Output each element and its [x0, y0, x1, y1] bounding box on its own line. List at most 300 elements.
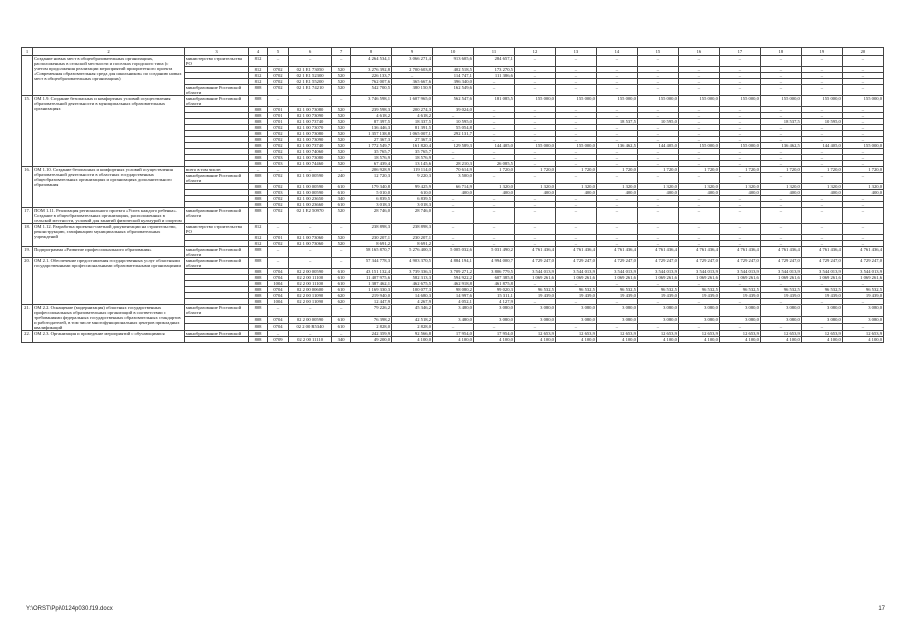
amount-cell: – — [719, 173, 760, 184]
amount-cell: 3 080,0 — [596, 317, 637, 324]
code-cell: 808 — [249, 155, 268, 161]
measure-name: ОМ 2.3. Организация и проведение мероприятий с обучающимися — [33, 331, 185, 343]
code-cell: 808 — [249, 190, 268, 196]
amount-cell: – — [801, 56, 842, 67]
code-cell: – — [249, 167, 268, 173]
code-cell: 02 2 00 00590 — [288, 317, 331, 324]
amount-cell: 4 729 247,0 — [637, 258, 678, 269]
amount-cell: 1 720,0 — [678, 167, 719, 173]
code-cell: 02 2 00 11090 — [288, 293, 331, 299]
amount-cell: 3 080,0 — [637, 305, 678, 317]
amount-cell: – — [842, 324, 883, 331]
amount-cell: 28 746,0 — [351, 208, 392, 224]
amount-cell: 4 729 247,0 — [555, 258, 596, 269]
amount-cell: 100 077,3 — [392, 287, 433, 293]
amount-cell: – — [514, 131, 555, 137]
code-cell: 1004 — [267, 299, 288, 305]
amount-cell: 155 000,0 — [555, 96, 596, 107]
measure-name: ПОМ 1.11. Реализация регионального проекта «Успех каждого ребенка». Создание в общеобразовательных организациях, расположенных в сельской местности, условий для занятий физической культурой и спортом — [33, 208, 185, 224]
amount-cell: 3 544 013,9 — [555, 269, 596, 275]
code-cell: 808 — [249, 337, 268, 343]
amount-cell: – — [760, 161, 801, 167]
column-header: 7 — [332, 48, 351, 56]
amount-cell: 2 700 603,8 — [392, 67, 433, 73]
amount-cell: – — [596, 155, 637, 161]
amount-cell: 4 618,2 — [392, 113, 433, 119]
amount-cell: – — [842, 67, 883, 73]
column-header: 8 — [351, 48, 392, 56]
amount-cell: 144 405,0 — [473, 143, 514, 149]
amount-cell: – — [432, 241, 473, 247]
amount-cell: 1 720,0 — [596, 167, 637, 173]
code-cell: 812 — [249, 224, 268, 235]
amount-cell: – — [760, 299, 801, 305]
executor-cell — [184, 317, 248, 324]
amount-cell: – — [719, 149, 760, 155]
amount-cell: – — [842, 131, 883, 137]
amount-cell: 396 340,0 — [432, 79, 473, 85]
code-cell: 808 — [249, 258, 268, 269]
amount-cell: – — [555, 125, 596, 131]
amount-cell: 4 100,0 — [555, 337, 596, 343]
amount-cell: 4 100,0 — [514, 337, 555, 343]
amount-cell: 4 994 000,7 — [473, 258, 514, 269]
amount-cell: 14 680,3 — [392, 293, 433, 299]
amount-cell: – — [514, 137, 555, 143]
amount-cell: – — [473, 155, 514, 161]
amount-cell: 2 828,0 — [351, 324, 392, 331]
amount-cell: – — [637, 79, 678, 85]
amount-cell: – — [678, 241, 719, 247]
amount-cell: – — [473, 196, 514, 202]
code-cell: – — [288, 96, 331, 107]
amount-cell: 4 761 436,4 — [760, 247, 801, 258]
amount-cell: – — [719, 56, 760, 67]
amount-cell: – — [678, 161, 719, 167]
amount-cell: – — [760, 67, 801, 73]
amount-cell: 173 270,5 — [473, 67, 514, 73]
amount-cell: – — [555, 131, 596, 137]
code-cell: – — [288, 224, 331, 235]
amount-cell: – — [555, 73, 596, 79]
amount-cell: – — [637, 155, 678, 161]
amount-cell: – — [555, 161, 596, 167]
amount-cell: – — [596, 324, 637, 331]
amount-cell: – — [432, 196, 473, 202]
amount-cell: 3 544 013,9 — [596, 269, 637, 275]
code-cell: 02 1 00 73080 — [288, 131, 331, 137]
amount-cell: – — [637, 324, 678, 331]
amount-cell: – — [760, 281, 801, 287]
code-cell: 808 — [249, 247, 268, 258]
amount-cell: 57 344 778,3 — [351, 258, 392, 269]
code-cell: – — [288, 56, 331, 67]
amount-cell: 1 069 261,6 — [719, 275, 760, 281]
amount-cell: – — [842, 56, 883, 67]
amount-cell: – — [473, 202, 514, 208]
table-row — [22, 258, 884, 269]
executor-cell: минобразование Ростовской области — [184, 85, 248, 96]
amount-cell: 594 922,2 — [432, 275, 473, 281]
amount-cell: 607 385,8 — [473, 275, 514, 281]
amount-cell: 155 000,0 — [555, 143, 596, 149]
amount-cell: 96 532,5 — [678, 287, 719, 293]
code-cell: 808 — [249, 184, 268, 190]
amount-cell: – — [760, 125, 801, 131]
amount-cell: 12 720,3 — [351, 173, 392, 184]
amount-cell: – — [678, 137, 719, 143]
code-cell: 808 — [249, 293, 268, 299]
executor-cell — [184, 324, 248, 331]
amount-cell: 3 500,0 — [432, 173, 473, 184]
amount-cell: 18 576,9 — [351, 155, 392, 161]
amount-cell: 4 761 436,4 — [842, 247, 883, 258]
amount-cell: – — [514, 324, 555, 331]
code-cell: 0702 — [267, 125, 288, 131]
amount-cell: – — [801, 208, 842, 224]
amount-cell: 18 537,5 — [760, 119, 801, 125]
amount-cell: 3 544 013,9 — [801, 269, 842, 275]
amount-cell: 230 207,1 — [392, 235, 433, 241]
code-cell: 812 — [249, 56, 268, 67]
amount-cell: – — [842, 155, 883, 161]
amount-cell: 19 439,0 — [637, 293, 678, 299]
column-header: 4 — [249, 48, 268, 56]
amount-cell: 13 145,6 — [392, 161, 433, 167]
amount-cell: – — [801, 235, 842, 241]
amount-cell: – — [514, 56, 555, 67]
code-cell: 808 — [249, 275, 268, 281]
table-body — [22, 56, 884, 343]
code-cell: – — [332, 331, 351, 337]
code-cell: – — [288, 247, 331, 258]
amount-cell: – — [678, 324, 719, 331]
row-number: 16. — [22, 167, 33, 208]
amount-cell: 19 439,0 — [596, 293, 637, 299]
amount-cell: 1 320,0 — [801, 184, 842, 190]
code-cell: 0704 — [267, 324, 288, 331]
code-cell: 02 1 00 23660 — [288, 202, 331, 208]
amount-cell: – — [432, 235, 473, 241]
amount-cell: 4 761 436,4 — [596, 247, 637, 258]
code-cell: 02 2 00 00600 — [288, 287, 331, 293]
amount-cell: 96 532,5 — [637, 287, 678, 293]
amount-cell: 3 080,0 — [473, 305, 514, 317]
amount-cell: – — [596, 173, 637, 184]
amount-cell: – — [637, 125, 678, 131]
code-cell: – — [267, 96, 288, 107]
amount-cell: – — [801, 137, 842, 143]
code-cell: 812 — [249, 73, 268, 79]
amount-cell: – — [555, 107, 596, 113]
code-cell: 02 2 00 R5340 — [288, 324, 331, 331]
amount-cell: – — [760, 137, 801, 143]
amount-cell: 181 085,5 — [473, 96, 514, 107]
amount-cell: 400,0 — [596, 190, 637, 196]
amount-cell: 161 820,4 — [392, 143, 433, 149]
amount-cell: 206 928,9 — [351, 167, 392, 173]
code-cell: 808 — [249, 196, 268, 202]
amount-cell: – — [801, 202, 842, 208]
column-header: 18 — [760, 48, 801, 56]
amount-cell: – — [555, 202, 596, 208]
code-cell: 02 1 Е2 50970 — [288, 208, 331, 224]
amount-cell: 913 605,6 — [432, 56, 473, 67]
budget-table — [21, 47, 884, 343]
code-cell: 02 1 00 73090 — [288, 137, 331, 143]
amount-cell: – — [801, 125, 842, 131]
amount-cell: 4 618,2 — [351, 113, 392, 119]
amount-cell: – — [555, 155, 596, 161]
amount-cell: – — [555, 119, 596, 125]
amount-cell: – — [760, 196, 801, 202]
amount-cell: – — [719, 73, 760, 79]
amount-cell: – — [801, 107, 842, 113]
amount-cell: – — [637, 173, 678, 184]
amount-cell: – — [596, 113, 637, 119]
code-cell: 808 — [249, 305, 268, 317]
amount-cell: – — [514, 235, 555, 241]
amount-cell: 226 133,7 — [351, 73, 392, 79]
code-cell: 808 — [249, 299, 268, 305]
amount-cell: – — [637, 131, 678, 137]
amount-cell: – — [514, 67, 555, 73]
amount-cell: 155 000,0 — [719, 96, 760, 107]
amount-cell: 400,0 — [555, 190, 596, 196]
amount-cell: 18 576,9 — [392, 155, 433, 161]
amount-cell: 1 320,0 — [678, 184, 719, 190]
amount-cell: – — [637, 224, 678, 235]
amount-cell: 3 544 013,9 — [678, 269, 719, 275]
code-cell: – — [332, 258, 351, 269]
code-cell: 02 1 Е1 52300 — [288, 73, 331, 79]
amount-cell: – — [514, 196, 555, 202]
amount-cell: 402 518,5 — [432, 67, 473, 73]
code-cell: 02 1 00 74460 — [288, 161, 331, 167]
amount-cell: 12 653,9 — [801, 331, 842, 337]
amount-cell: 1 320,0 — [555, 184, 596, 190]
code-cell: 808 — [249, 113, 268, 119]
amount-cell: 10 595,0 — [801, 119, 842, 125]
amount-cell: 1 069 261,6 — [637, 275, 678, 281]
amount-cell: 96 532,5 — [596, 287, 637, 293]
amount-cell: 12 653,9 — [842, 331, 883, 337]
amount-cell: – — [719, 85, 760, 96]
amount-cell: 27 367,3 — [351, 137, 392, 143]
amount-cell: 3 080,0 — [760, 305, 801, 317]
amount-cell: – — [637, 161, 678, 167]
code-cell: 808 — [249, 269, 268, 275]
amount-cell: 39 024,0 — [432, 107, 473, 113]
amount-cell: – — [760, 241, 801, 247]
executor-cell — [184, 337, 248, 343]
amount-cell: – — [514, 125, 555, 131]
code-cell: – — [332, 96, 351, 107]
amount-cell: 3 739 336,3 — [392, 269, 433, 275]
amount-cell: – — [596, 241, 637, 247]
code-cell: 240 — [332, 173, 351, 184]
amount-cell: – — [514, 208, 555, 224]
code-cell: 808 — [249, 202, 268, 208]
amount-cell: 144 405,0 — [637, 143, 678, 149]
amount-cell: – — [637, 241, 678, 247]
amount-cell: 99 425,9 — [392, 184, 433, 190]
code-cell: 0702 — [267, 208, 288, 224]
amount-cell: 3 080,0 — [596, 305, 637, 317]
code-cell: 620 — [332, 299, 351, 305]
amount-cell: 96 532,5 — [514, 287, 555, 293]
amount-cell: – — [801, 155, 842, 161]
amount-cell: – — [596, 235, 637, 241]
table-row — [22, 208, 884, 224]
column-header: 5 — [267, 48, 288, 56]
amount-cell: – — [596, 125, 637, 131]
amount-cell: – — [842, 224, 883, 235]
amount-cell: 4 729 247,0 — [514, 258, 555, 269]
amount-cell: – — [473, 149, 514, 155]
amount-cell: – — [719, 125, 760, 131]
amount-cell: – — [637, 196, 678, 202]
amount-cell: 610,0 — [392, 190, 433, 196]
code-cell: 808 — [249, 125, 268, 131]
amount-cell: 3 080,0 — [555, 305, 596, 317]
amount-cell: – — [432, 208, 473, 224]
amount-cell: 4 729 247,0 — [596, 258, 637, 269]
amount-cell: – — [555, 224, 596, 235]
amount-cell: – — [801, 173, 842, 184]
amount-cell: 2 828,0 — [392, 324, 433, 331]
column-header: 1 — [22, 48, 33, 56]
amount-cell: – — [678, 107, 719, 113]
amount-cell: – — [678, 131, 719, 137]
amount-cell: 3 080,0 — [514, 317, 555, 324]
amount-cell: 1 720,0 — [473, 167, 514, 173]
amount-cell: – — [432, 149, 473, 155]
amount-cell: 45 346,2 — [392, 305, 433, 317]
code-cell: 610 — [332, 281, 351, 287]
amount-cell: 238 898,3 — [351, 224, 392, 235]
column-header: 12 — [514, 48, 555, 56]
amount-cell: – — [760, 202, 801, 208]
code-cell: 0701 — [267, 119, 288, 125]
executor-cell: министерство строительства РО — [184, 224, 248, 235]
amount-cell: 98 080,2 — [432, 287, 473, 293]
amount-cell: – — [473, 324, 514, 331]
amount-cell: – — [637, 235, 678, 241]
amount-cell: 81 391,5 — [392, 125, 433, 131]
measure-name: ОМ 1.12. Разработка проектно-сметной документации на строительство, реконструкцию, газификацию муниципальных образовательных учреждений — [33, 224, 185, 247]
amount-cell: – — [760, 79, 801, 85]
amount-cell: 136 462,5 — [760, 143, 801, 149]
code-cell: 520 — [332, 161, 351, 167]
code-cell: – — [267, 305, 288, 317]
amount-cell: 136 446,3 — [351, 125, 392, 131]
amount-cell: – — [678, 208, 719, 224]
code-cell: 02 1 Е1 55200 — [288, 79, 331, 85]
code-cell: – — [288, 331, 331, 337]
code-cell: 808 — [249, 143, 268, 149]
amount-cell: – — [473, 125, 514, 131]
amount-cell: – — [801, 113, 842, 119]
code-cell: 610 — [332, 287, 351, 293]
code-cell: 808 — [249, 149, 268, 155]
amount-cell: – — [760, 113, 801, 119]
amount-cell: – — [801, 73, 842, 79]
amount-cell: – — [514, 73, 555, 79]
code-cell: 812 — [249, 79, 268, 85]
code-cell: 0702 — [267, 67, 288, 73]
amount-cell: 582 313,3 — [392, 275, 433, 281]
amount-cell: – — [801, 149, 842, 155]
code-cell: 812 — [249, 67, 268, 73]
code-cell: 0704 — [267, 287, 288, 293]
amount-cell: 3 080,0 — [842, 317, 883, 324]
amount-cell: 3 544 013,9 — [637, 269, 678, 275]
amount-cell: 3 544 013,9 — [760, 269, 801, 275]
amount-cell: 365 667,6 — [392, 79, 433, 85]
code-cell: 02 1 00 73740 — [288, 143, 331, 149]
amount-cell: – — [473, 173, 514, 184]
code-cell: 610 — [332, 275, 351, 281]
code-cell: 02 1 Е1 74210 — [288, 85, 331, 96]
amount-cell: – — [719, 208, 760, 224]
amount-cell: 8 691,2 — [392, 241, 433, 247]
amount-cell: – — [760, 107, 801, 113]
executor-cell: минобразование Ростовской области — [184, 305, 248, 317]
amount-cell: 400,0 — [473, 190, 514, 196]
amount-cell: – — [842, 149, 883, 155]
code-cell: 0701 — [267, 107, 288, 113]
code-cell: 0704 — [267, 317, 288, 324]
amount-cell: 111 386,6 — [473, 73, 514, 79]
code-cell: – — [332, 305, 351, 317]
measure-name: ОМ 2.2. Оснащение (модернизация) областных государственных профессиональных образовательных организаций в соответствии с требованиями федеральных государственных образовательных стандартов и работодателей, в том числе многофункциональных центров прикладных квалификаций — [33, 305, 185, 331]
amount-cell: 42 518,2 — [392, 317, 433, 324]
amount-cell: 19 439,0 — [514, 293, 555, 299]
amount-cell: – — [760, 155, 801, 161]
amount-cell: 4 100,0 — [678, 337, 719, 343]
code-cell: 808 — [249, 173, 268, 184]
amount-cell: – — [678, 202, 719, 208]
amount-cell: – — [473, 224, 514, 235]
measure-name: Создание новых мест в общеобразовательных организациях, расположенных в сельской местности и поселках городского типа (с учетом продолжения реализации мероприятий приоритетного проекта «Современная образовательная среда для школьников» по созданию новых мест в общеобразовательных организациях) — [33, 56, 185, 96]
amount-cell: – — [719, 113, 760, 119]
amount-cell: – — [801, 85, 842, 96]
amount-cell: – — [760, 224, 801, 235]
amount-cell: – — [432, 324, 473, 331]
code-cell: 02 2 00 11090 — [288, 299, 331, 305]
amount-cell: 12 653,9 — [555, 331, 596, 337]
amount-cell: 70 614,9 — [432, 167, 473, 173]
amount-cell: 5 010,0 — [351, 190, 392, 196]
amount-cell: – — [842, 173, 883, 184]
amount-cell: 179 340,8 — [351, 184, 392, 190]
amount-cell: 3 480,0 — [432, 305, 473, 317]
amount-cell: 35 765,7 — [392, 149, 433, 155]
amount-cell: 155 000,0 — [760, 96, 801, 107]
code-cell: 610 — [332, 184, 351, 190]
amount-cell: 5 031 490,2 — [473, 247, 514, 258]
amount-cell: – — [514, 107, 555, 113]
code-cell: 520 — [332, 208, 351, 224]
amount-cell: 4 761 436,4 — [555, 247, 596, 258]
amount-cell: – — [473, 119, 514, 125]
amount-cell: 4 100,0 — [637, 337, 678, 343]
amount-cell: 3 080,0 — [555, 317, 596, 324]
amount-cell: – — [392, 73, 433, 79]
amount-cell: – — [842, 281, 883, 287]
code-cell: 520 — [332, 235, 351, 241]
